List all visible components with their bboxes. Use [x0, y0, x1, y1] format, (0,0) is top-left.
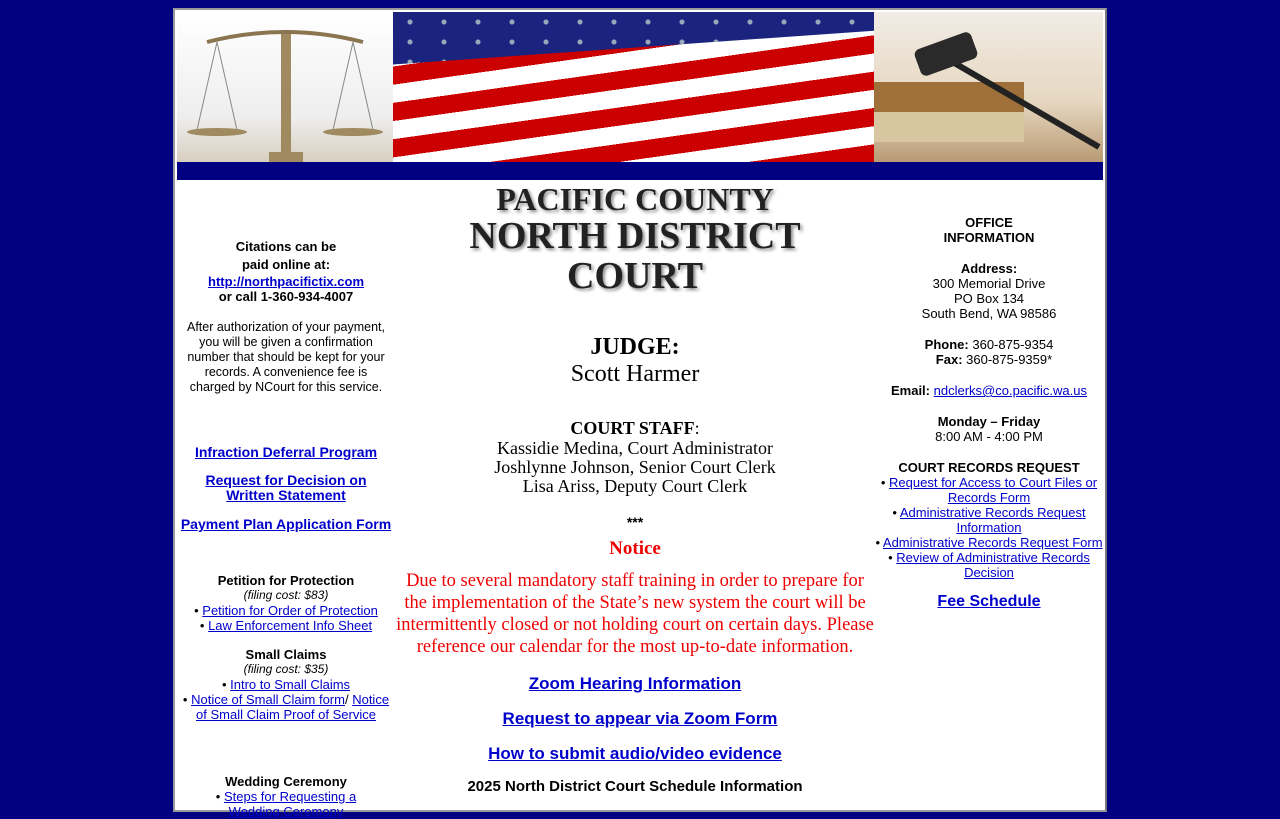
fax-number: 360-875-9359* — [966, 352, 1053, 367]
citations-phone: or call 1-360-934-4007 — [218, 289, 354, 304]
phone-label: Phone: — [924, 337, 969, 352]
records-access-link[interactable]: Request for Access to Court Files or Records Form — [889, 475, 1098, 505]
judge-label: JUDGE: — [590, 334, 680, 360]
office-info: OFFICE INFORMATION Address: 300 Memorial Drive PO Box 134 South Bend, WA 98586 Phone: 360-875-9354 Fax: 360-875-9359* Email: ndclerks@co.pacific.wa.us Monday – Friday 8:00 AM - 4:00 PM COURT RECORDS REQUEST • Request for Access to Court Files or Records Form • Administrative Records Request Information • Administrative Records Request Form • Review of Administrative Records Decision Fee Schedule — [875, 215, 1103, 610]
scales-of-justice-image — [177, 12, 393, 162]
fax-label: Fax: — [935, 352, 963, 367]
staff-member: Joshlynne Johnson, Senior Court Clerk — [494, 457, 776, 477]
address-line: PO Box 134 — [953, 291, 1025, 306]
phone-number: 360-875-9354 — [972, 337, 1054, 352]
petition-order-link[interactable]: Petition for Order of Protection — [202, 603, 378, 618]
small-claims-cost: (filing cost: $35) — [243, 662, 329, 676]
main-content: PACIFIC COUNTY NORTH DISTRICT COURT JUDGE: Scott Harmer COURT STAFF: Kassidie Medina, Court Administrator Joshlynne Johnson, Senior Court Clerk Lisa Ariss, Deputy Court Clerk *** Notice Due to several mandatory staff training in order to prepare for the implementation of the State’s new system the court will be intermittently closed or not holding court on certain days. Please reference our calendar for the most up-to-date information. Zoom Hearing Information Request to appear via Zoom Form How to submit audio/video evidence 2025 North District Court Schedule Information — [393, 180, 877, 795]
staff-label: COURT STAFF — [570, 418, 695, 438]
zoom-hearing-link[interactable]: Zoom Hearing Information — [528, 674, 742, 693]
request-decision-link[interactable]: Request for Decision on Written Statement — [205, 472, 367, 503]
intro-small-claims-link[interactable]: Intro to Small Claims — [230, 677, 351, 692]
notice-text: Due to several mandatory staff training in order to prepare for the implementation of the State’s new system the court will be intermittently closed or not holding court on certain days. Please reference our calendar for the most up-to-date information. — [396, 571, 874, 657]
left-sidebar: Citations can be paid online at: http://northpacifictix.com or call 1-360-934-4007 After authorization of your payment, you will be given a confirmation number that should be kept for your records. A convenience fee is charged by NCourt for this service. Infraction Deferral Program Request for Decision on Written Statement Payment Plan Application Form Petition for Protection (filing cost: $83) • Petition for Order of Protection • Law Enforcement Info Sheet Small Claims (filing cost: $35) • Intro to Small Claims • Notice of Small Claim form/ Notice of Small Claim Proof of Service Wedding Ceremony • Steps for Requesting a Wedding Ceremony — [177, 238, 395, 819]
petition-cost: (filing cost: $83) — [243, 588, 329, 602]
court-logo: PACIFIC COUNTY NORTH DISTRICT COURT — [469, 181, 801, 297]
citations-line1: Citations can be — [235, 239, 337, 254]
notice-title: Notice — [609, 538, 661, 559]
wedding-title: Wedding Ceremony — [225, 774, 347, 789]
hours-days: Monday – Friday — [937, 414, 1041, 429]
wedding-steps-link[interactable]: Steps for Requesting a Wedding Ceremony — [223, 789, 357, 819]
staff-member: Kassidie Medina, Court Administrator — [497, 438, 773, 458]
infraction-deferral-link[interactable]: Infraction Deferral Program — [194, 444, 378, 460]
email-link[interactable]: ndclerks@co.pacific.wa.us — [933, 383, 1087, 398]
header-banner — [177, 12, 1103, 162]
address-line: 300 Memorial Drive — [932, 276, 1046, 291]
office-title-line1: OFFICE — [965, 215, 1013, 230]
small-claims-title: Small Claims — [245, 647, 327, 662]
american-flag-image — [393, 12, 874, 162]
notice-small-claim-link[interactable]: Notice of Small Claim form — [191, 692, 345, 707]
admin-records-review-link[interactable]: Review of Administrative Records Decision — [896, 550, 1090, 580]
records-title: COURT RECORDS REQUEST — [898, 460, 1080, 475]
citations-line2: paid online at: — [241, 257, 331, 272]
notice-proof-service-link[interactable]: Notice of Small Claim Proof of Service — [196, 692, 390, 722]
petition-title: Petition for Protection — [217, 573, 355, 588]
admin-records-info-link[interactable]: Administrative Records Request Information — [899, 505, 1086, 535]
staff-member: Lisa Ariss, Deputy Court Clerk — [522, 476, 748, 496]
address-label: Address: — [960, 261, 1018, 276]
gavel-and-book-image — [874, 12, 1103, 162]
payment-note: After authorization of your payment, you will be given a confirmation number that should be kept for your records. A convenience fee is charged by NCourt for this service. — [186, 320, 386, 394]
citation-payment-link[interactable]: http://northpacifictix.com — [208, 274, 364, 289]
page-frame — [173, 8, 1107, 819]
separator: *** — [626, 514, 644, 530]
judge-name: Scott Harmer — [570, 361, 700, 387]
payment-plan-link[interactable]: Payment Plan Application Form — [180, 516, 392, 532]
fee-schedule-link[interactable]: Fee Schedule — [937, 593, 1041, 610]
zoom-request-link[interactable]: Request to appear via Zoom Form — [502, 709, 778, 728]
schedule-heading: 2025 North District Court Schedule Information — [467, 778, 803, 795]
email-label: Email: — [890, 383, 930, 398]
law-enforcement-sheet-link[interactable]: Law Enforcement Info Sheet — [208, 618, 373, 633]
office-title-line2: INFORMATION — [943, 230, 1035, 245]
address-line: South Bend, WA 98586 — [921, 306, 1057, 321]
evidence-submission-link[interactable]: How to submit audio/video evidence — [488, 744, 782, 763]
hours: 8:00 AM - 4:00 PM — [935, 429, 1043, 444]
header-bar — [177, 162, 1103, 180]
admin-records-form-link[interactable]: Administrative Records Request Form — [882, 535, 1103, 550]
